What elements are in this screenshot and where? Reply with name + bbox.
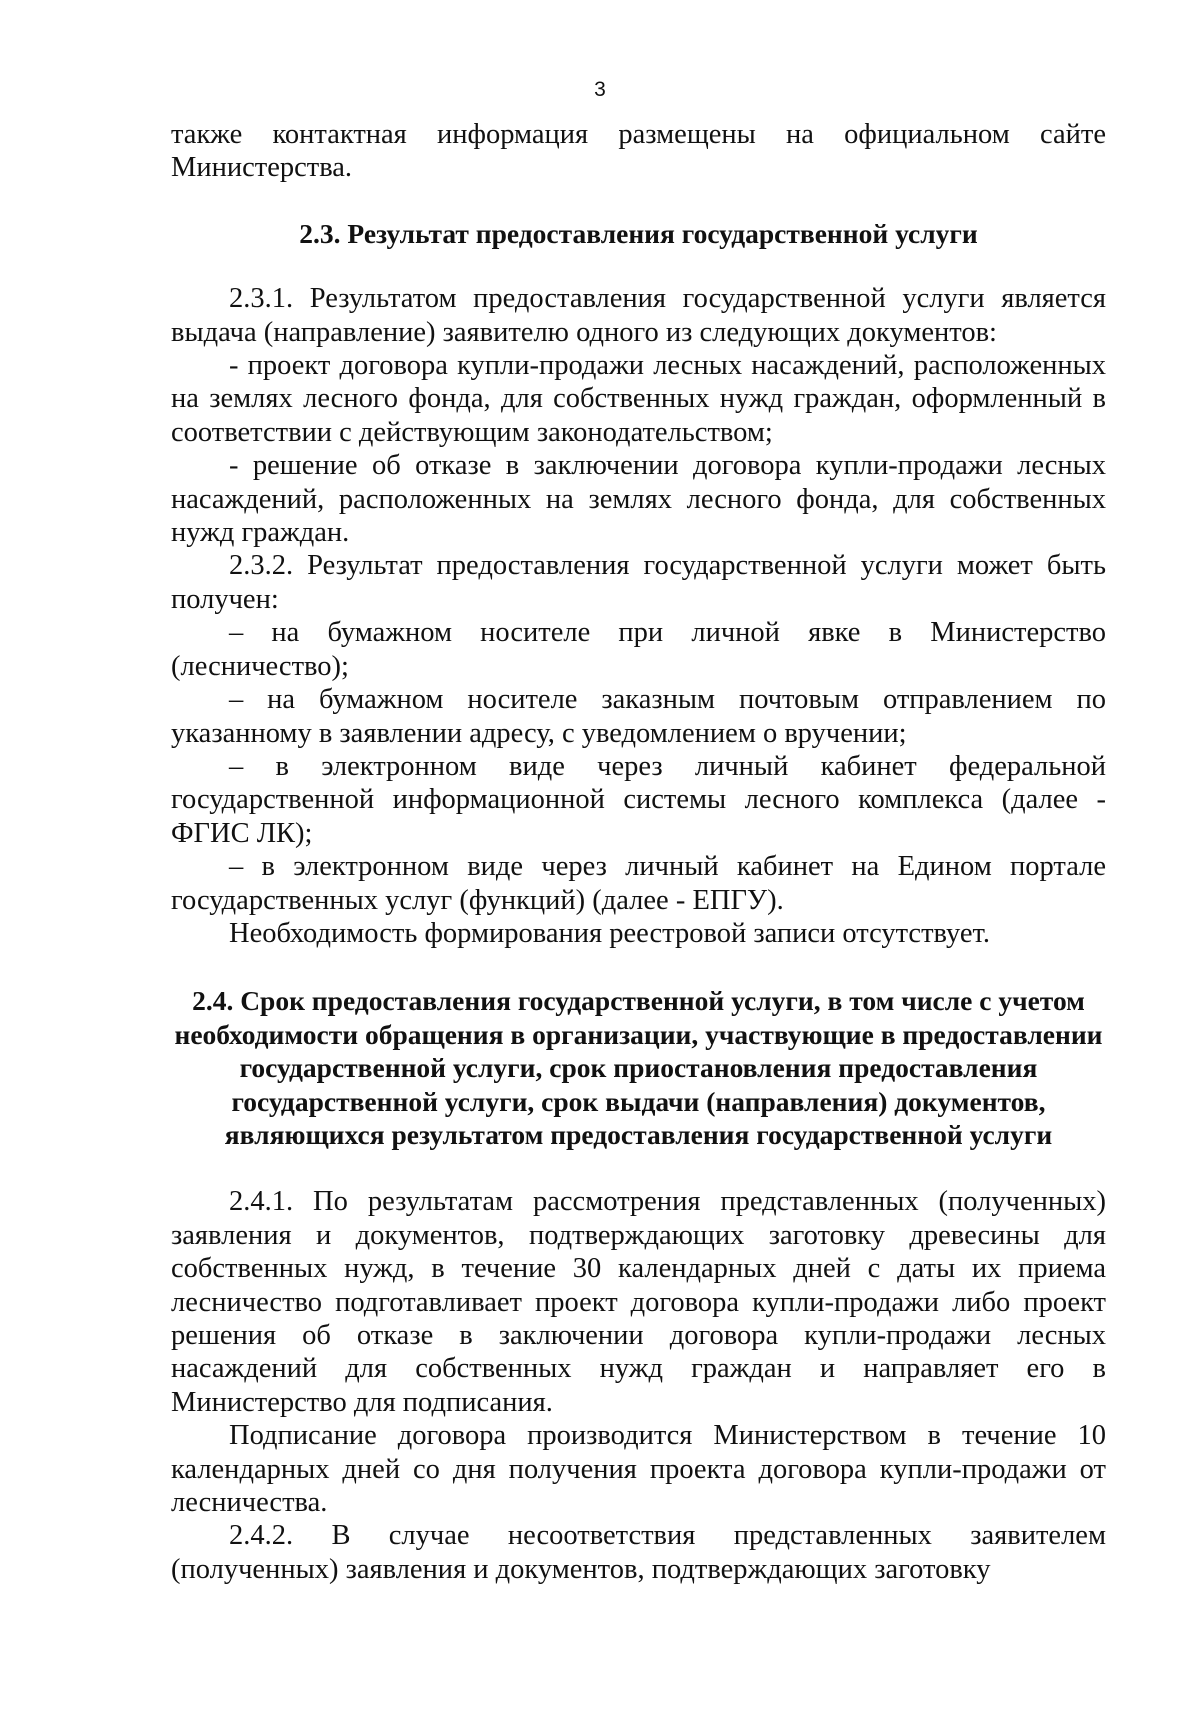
list-item-doc-contract: - проект договора купли-продажи лесных насаждений, расположенных на землях лесного фонда, для собственных нужд граждан, оформленный в соответствии с действующим законодательством; xyxy=(171,350,1106,448)
list-item-doc-refusal: - решение об отказе в заключении договора купли-продажи лесных насаждений, расположенных на землях лесного фонда, для собственных нужд граждан. xyxy=(171,450,1106,549)
list-item-way-fgis: – в электронном виде через личный кабинет федеральной государственной информационной системы лесного комплекса (далее - ФГИС ЛК); xyxy=(171,750,1106,849)
paragraph-signing: Подписание договора производится Министерством в течение 10 календарных дней со дня получения проекта договора купли-продажи от лесничества. xyxy=(171,1420,1106,1519)
paragraph-2-4-2: 2.4.2. В случае несоответствия представленных заявителем (полученных) заявления и документов, подтверждающих заготовку xyxy=(171,1520,1106,1585)
list-item-way-paper-personal: – на бумажном носителе при личной явке в Министерство (лесничество); xyxy=(171,617,1106,682)
paragraph-2-4-1: 2.4.1. По результатам рассмотрения представленных (полученных) заявления и документов, подтверждающих заготовку древесины для собственных нужд, в течение 30 календарных дней с даты их приема лесничество подготавливает проект договора купли-продажи либо проект решения об отказе в заключении договора купли-продажи лесных насаждений для собственных нужд граждан и направляет его в Министерство для подписания. xyxy=(171,1186,1106,1418)
document-body xyxy=(171,118,1106,1586)
list-item-way-epgu: – в электронном виде через личный кабинет на Едином портале государственных услуг (функций) (далее - ЕПГУ). xyxy=(171,851,1106,916)
page-number: 3 xyxy=(594,78,606,101)
paragraph-2-3-1: 2.3.1. Результатом предоставления государственной услуги является выдача (направление) заявителю одного из следующих документов: xyxy=(171,283,1106,348)
paragraph-2-3-2: 2.3.2. Результат предоставления государственной услуги может быть получен: xyxy=(171,550,1106,615)
section-2-3-heading: 2.3. Результат предоставления государственной услуги xyxy=(299,217,978,249)
registry-note: Необходимость формирования реестровой записи отсутствует. xyxy=(229,917,990,949)
section-2-4-heading: 2.4. Срок предоставления государственной услуги, в том числе с учетом необходимости обращения в организации, участвующие в предоставлении государственной услуги, срок приостановления предоставления государственной услуги, срок выдачи (направления) документов, являющихся результатом предоставления государственной услуги xyxy=(174,985,1103,1150)
list-item-way-paper-mail: – на бумажном носителе заказным почтовым отправлением по указанному в заявлении адресу, с уведомлением о вручении; xyxy=(171,684,1106,749)
intro-paragraph: также контактная информация размещены на официальном сайте Министерства. xyxy=(171,119,1106,184)
